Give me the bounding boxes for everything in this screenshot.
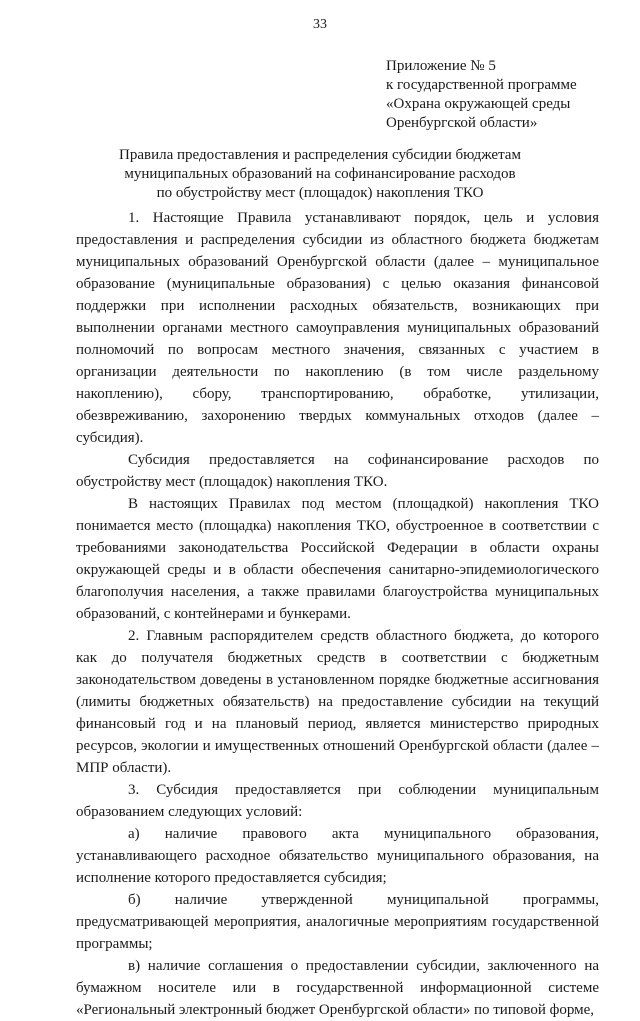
- paragraph-3: 3. Субсидия предоставляется при соблюдении муниципальным образованием следующих условий:: [76, 782, 599, 820]
- document-title: [0, 146, 640, 203]
- paragraph-definition: В настоящих Правилах под местом (площадкой) накопления ТКО понимается место (площадка) накопления ТКО, обустроенное в соответствии с требованиями законодательства Российской Федерации в области охраны окружающей среды и в области обеспечения санитарно-эпидемиологического благополучия населения, а также правилами благоустройства муниципальных образований, с контейнерами и бункерами.: [76, 496, 599, 622]
- appendix-header: [386, 57, 577, 133]
- appendix-line: Приложение № 5: [386, 58, 496, 74]
- condition-a: а) наличие правового акта муниципального образования, устанавливающего расходное обязательство муниципального образования, на исполнение которого предоставляется субсидия;: [76, 826, 599, 886]
- paragraph-2: 2. Главным распорядителем средств областного бюджета, до которого как до получателя бюджетных средств в соответствии с бюджетным законодательством доведены в установленном порядке бюджетные ассигнования (лимиты бюджетных обязательств) на предоставление субсидии на текущий финансовый год и на плановый период, является министерство природных ресурсов, экологии и имущественных отношений Оренбургской области (далее – МПР области).: [76, 628, 599, 776]
- appendix-line: Оренбургской области»: [386, 115, 538, 131]
- title-line: Правила предоставления и распределения субсидии бюджетам: [119, 147, 521, 163]
- appendix-line: к государственной программе: [386, 77, 577, 93]
- condition-v: в) наличие соглашения о предоставлении субсидии, заключенного на бумажном носителе или в государственной информационной системе «Региональный электронный бюджет Оренбургской области» по типовой форме,: [76, 958, 599, 1018]
- paragraph-1: 1. Настоящие Правила устанавливают порядок, цель и условия предоставления и распределения субсидии из областного бюджета бюджетам муниципальных образований Оренбургской области (далее – муниципальное образование (муниципальные образования) с целью оказания финансовой поддержки при исполнении расходных обязательств, возникающих при выполнении органами местного самоуправления муниципальных образований полномочий по вопросам местного значения, связанных с участием в организации деятельности по накоплению (в том числе раздельному накоплению), сбору, транспортированию, обработке, утилизации, обезвреживанию, захоронению твердых коммунальных отходов (далее – субсидия).: [76, 210, 599, 446]
- condition-b: б) наличие утвержденной муниципальной программы, предусматривающей мероприятия, аналогичные мероприятиям государственной программы;: [76, 892, 599, 952]
- page-number: 33: [313, 17, 327, 32]
- title-line: муниципальных образований на софинансирование расходов: [124, 166, 516, 182]
- appendix-line: «Охрана окружающей среды: [386, 96, 571, 112]
- paragraph-subsidy-purpose: Субсидия предоставляется на софинансирование расходов по обустройству мест (площадок) накопления ТКО.: [76, 452, 599, 490]
- document-body: [76, 207, 599, 1021]
- title-line: по обустройству мест (площадок) накопления ТКО: [156, 185, 484, 201]
